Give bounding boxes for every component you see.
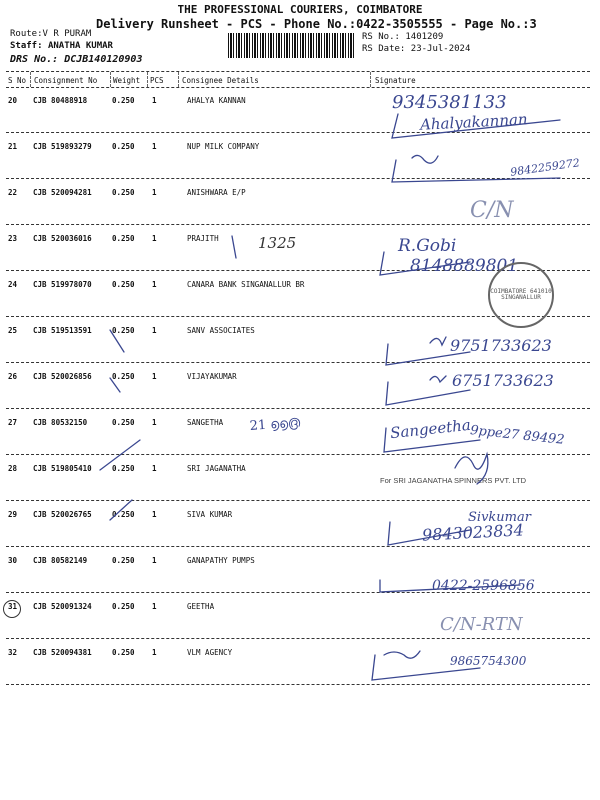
signature-scribble bbox=[455, 454, 488, 484]
rs-no-value: 1401209 bbox=[405, 32, 444, 42]
col-weight: Weight bbox=[113, 76, 141, 85]
cell-sno: 32 bbox=[8, 648, 18, 657]
route-label: Route: bbox=[10, 29, 43, 39]
cell-cn: CJB 520036016 bbox=[33, 234, 92, 243]
cell-pcs: 1 bbox=[152, 234, 157, 243]
cell-wt: 0.250 bbox=[112, 510, 135, 519]
tick-mark bbox=[384, 428, 480, 452]
page-title: THE PROFESSIONAL COURIERS, COIMBATORE bbox=[177, 3, 423, 16]
tick-mark bbox=[392, 160, 560, 182]
cell-cn: CJB 519513591 bbox=[33, 326, 92, 335]
cell-sno: 26 bbox=[8, 372, 18, 381]
tick-mark bbox=[386, 344, 470, 365]
tick-mark bbox=[392, 114, 560, 138]
cell-cn: CJB 520094381 bbox=[33, 648, 92, 657]
handwritten-signature: R.Gobi bbox=[398, 236, 457, 256]
handwritten-phone: 9843023834 bbox=[421, 520, 525, 545]
signature-scribble bbox=[384, 651, 420, 658]
signature-scribble bbox=[430, 376, 446, 382]
route-value: V R PURAM bbox=[42, 29, 92, 39]
col-signature: Signature bbox=[375, 76, 416, 85]
slash-mark bbox=[110, 330, 124, 352]
page-subtitle: Delivery Runsheet - PCS - Phone No.:0422-3505555 - Page No.:3 bbox=[96, 17, 537, 31]
cell-sno: 28 bbox=[8, 464, 18, 473]
cell-sno: 24 bbox=[8, 280, 18, 289]
drs-label: DRS No.: bbox=[10, 54, 59, 65]
cell-wt: 0.250 bbox=[112, 234, 135, 243]
cell-pcs: 1 bbox=[152, 326, 157, 335]
slash-mark bbox=[232, 236, 236, 258]
cell-name: CANARA BANK SINGANALLUR BR bbox=[187, 280, 305, 289]
staff-value: ANATHA KUMAR bbox=[47, 41, 113, 51]
tick-mark bbox=[412, 155, 438, 163]
cell-cn: CJB 80532150 bbox=[33, 418, 88, 427]
handwritten-phone: 0422-2596856 bbox=[432, 578, 535, 594]
cell-pcs: 1 bbox=[152, 188, 157, 197]
cell-wt: 0.250 bbox=[112, 648, 135, 657]
cell-cn: CJB 519978070 bbox=[33, 280, 92, 289]
tick-mark bbox=[388, 522, 470, 545]
handwritten-signature: Sangeetha bbox=[389, 415, 472, 443]
cell-wt: 0.250 bbox=[112, 188, 135, 197]
tick-mark bbox=[386, 382, 470, 405]
drs-value: DCJB140120903 bbox=[64, 54, 143, 65]
cell-cn: CJB 520091324 bbox=[33, 602, 92, 611]
postal-stamp: COIMBATORE 641010 SINGANALLUR bbox=[488, 262, 554, 328]
cell-pcs: 1 bbox=[152, 464, 157, 473]
cell-sno: 20 bbox=[8, 96, 18, 105]
cell-sno: 31 bbox=[8, 602, 18, 611]
handwritten-annotation: 21 ൭൭൫ bbox=[249, 415, 301, 434]
cell-cn: CJB 80582149 bbox=[33, 556, 88, 565]
cell-name: NUP MILK COMPANY bbox=[187, 142, 260, 151]
col-pcs: PCS bbox=[150, 76, 164, 85]
cell-wt: 0.250 bbox=[112, 602, 135, 611]
col-sno: S No bbox=[8, 76, 27, 85]
cell-pcs: 1 bbox=[152, 142, 157, 151]
cell-sno: 21 bbox=[8, 142, 18, 151]
handwritten-name: Sivkumar bbox=[468, 510, 531, 525]
cell-pcs: 1 bbox=[152, 556, 157, 565]
cell-pcs: 1 bbox=[152, 372, 157, 381]
cell-name: VLM AGENCY bbox=[187, 648, 233, 657]
slash-mark bbox=[100, 440, 140, 470]
col-consignee: Consignee Details bbox=[182, 76, 259, 85]
cell-name: GANAPATHY PUMPS bbox=[187, 556, 255, 565]
cell-wt: 0.250 bbox=[112, 556, 135, 565]
cell-name: SANGETHA bbox=[187, 418, 224, 427]
handwritten-number: 1325 bbox=[258, 234, 297, 252]
company-stamp-text: For SRI JAGANATHA SPINNERS PVT. LTD bbox=[380, 476, 527, 485]
cell-cn: CJB 80488918 bbox=[33, 96, 88, 105]
tick-mark bbox=[380, 580, 520, 592]
cell-name: ANISHWARA E/P bbox=[187, 188, 246, 197]
cell-cn: CJB 520026856 bbox=[33, 372, 92, 381]
staff-label: Staff: bbox=[10, 41, 43, 51]
cell-name: SANV ASSOCIATES bbox=[187, 326, 255, 335]
cell-pcs: 1 bbox=[152, 510, 157, 519]
cell-pcs: 1 bbox=[152, 96, 157, 105]
cell-sno: 29 bbox=[8, 510, 18, 519]
cell-wt: 0.250 bbox=[112, 142, 135, 151]
cell-wt: 0.250 bbox=[112, 464, 135, 473]
signature-scribble bbox=[430, 337, 446, 345]
handwritten-note: 9842259272 bbox=[509, 156, 581, 179]
cell-cn: CJB 520094281 bbox=[33, 188, 92, 197]
handwritten-phone: 9ppe27 89492 bbox=[469, 423, 566, 448]
rs-no-label: RS No.: bbox=[362, 32, 400, 42]
cell-name: SIVA KUMAR bbox=[187, 510, 233, 519]
handwritten-phone: 8148889801 bbox=[410, 256, 519, 276]
cell-wt: 0.250 bbox=[112, 372, 135, 381]
handwritten-cn: C/N bbox=[470, 198, 514, 223]
cell-pcs: 1 bbox=[152, 648, 157, 657]
rs-date-value: 23-Jul-2024 bbox=[410, 44, 471, 54]
cell-name: GEETHA bbox=[187, 602, 215, 611]
cell-wt: 0.250 bbox=[112, 280, 135, 289]
cell-pcs: 1 bbox=[152, 602, 157, 611]
cell-name: AHALYA KANNAN bbox=[187, 96, 246, 105]
slash-mark bbox=[110, 500, 132, 520]
cell-cn: CJB 519893279 bbox=[33, 142, 92, 151]
cell-name: VIJAYAKUMAR bbox=[187, 372, 237, 381]
cell-pcs: 1 bbox=[152, 280, 157, 289]
cell-wt: 0.250 bbox=[112, 418, 135, 427]
tick-mark bbox=[372, 655, 480, 680]
cell-wt: 0.250 bbox=[112, 326, 135, 335]
tick-mark bbox=[380, 252, 470, 275]
handwritten-name: Ahalyakannan bbox=[419, 110, 529, 134]
cell-sno: 27 bbox=[8, 418, 18, 427]
handwritten-phone: 9345381133 bbox=[392, 92, 507, 113]
cell-sno: 30 bbox=[8, 556, 18, 565]
handwritten-rtn: C/N-RTN bbox=[440, 614, 523, 635]
cell-name: PRAJITH bbox=[187, 234, 219, 243]
slash-mark bbox=[110, 378, 120, 392]
cell-sno: 22 bbox=[8, 188, 18, 197]
cell-cn: CJB 519805410 bbox=[33, 464, 92, 473]
handwritten-phone: 9751733623 bbox=[450, 336, 552, 355]
cell-wt: 0.250 bbox=[112, 96, 135, 105]
handwritten-phone: 9865754300 bbox=[450, 654, 527, 668]
cell-pcs: 1 bbox=[152, 418, 157, 427]
col-consignment: Consignment No bbox=[34, 76, 98, 85]
handwritten-phone: 6751733623 bbox=[452, 371, 554, 390]
cell-cn: CJB 520026765 bbox=[33, 510, 92, 519]
cell-name: SRI JAGANATHA bbox=[187, 464, 246, 473]
rs-date-label: RS Date: bbox=[362, 44, 406, 54]
cell-sno: 23 bbox=[8, 234, 18, 243]
cell-sno: 25 bbox=[8, 326, 18, 335]
